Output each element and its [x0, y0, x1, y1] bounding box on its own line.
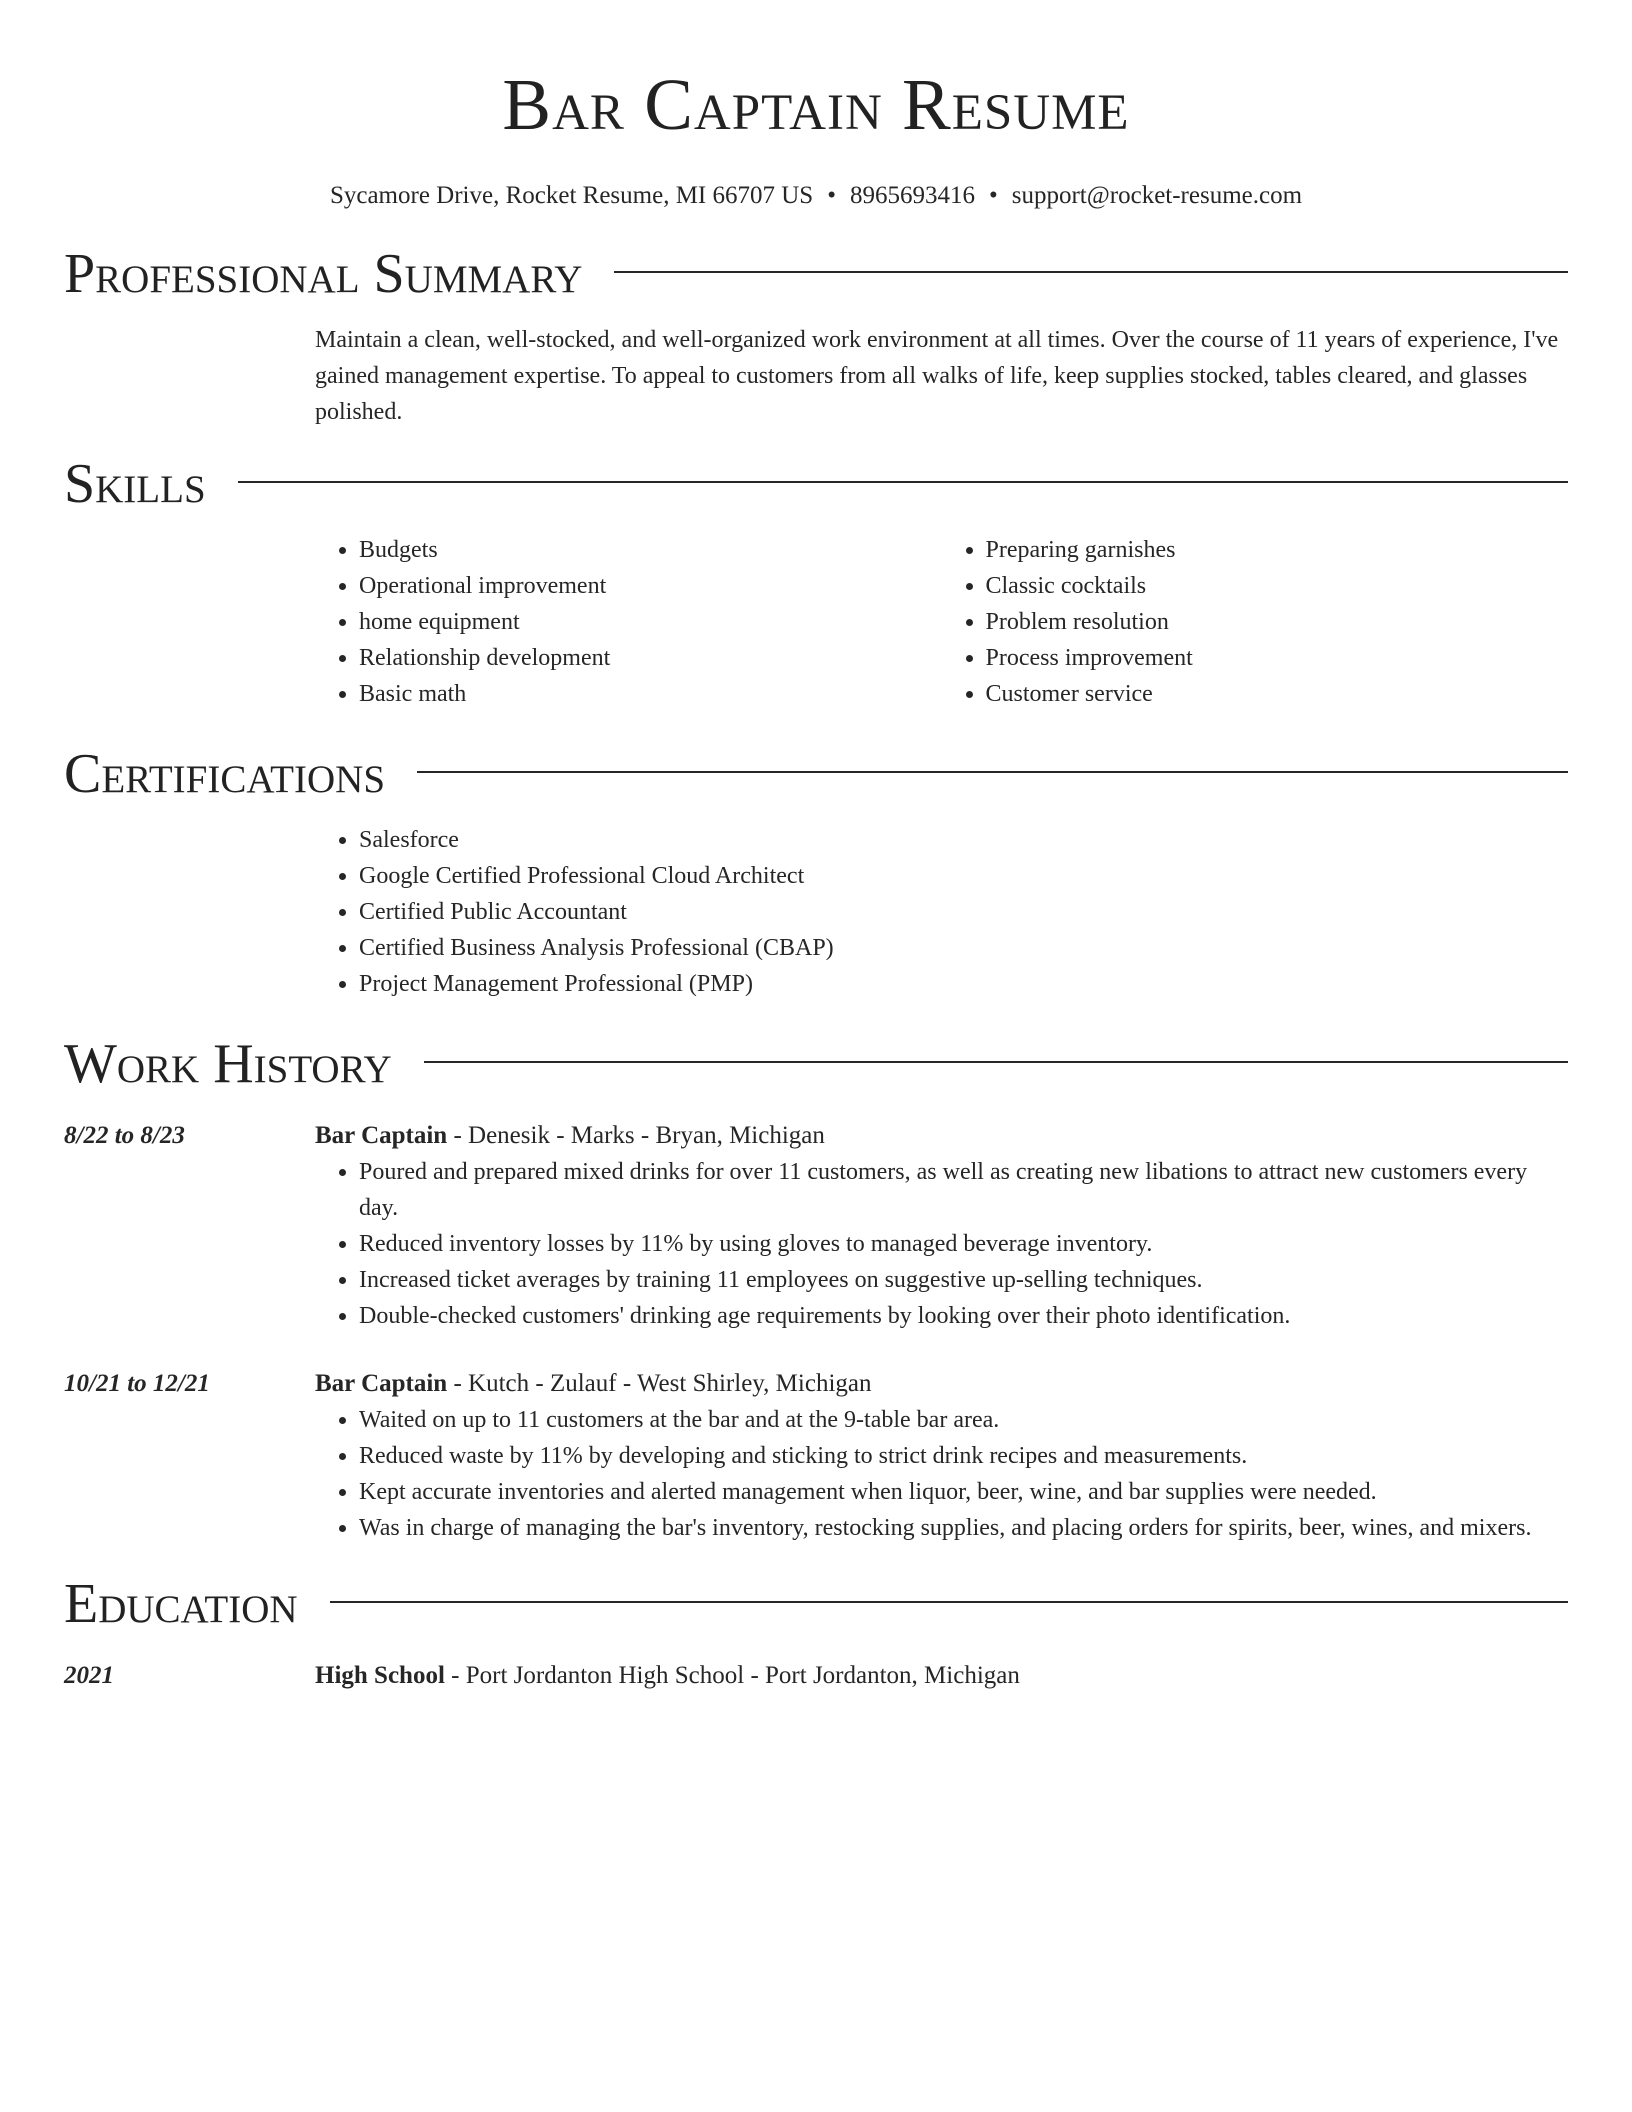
certifications-body — [315, 822, 1568, 1002]
section-divider — [424, 1061, 1568, 1063]
education-details: - Port Jordanton High School - Port Jordanton, Michigan — [444, 1662, 1020, 1689]
section-divider — [238, 481, 1568, 483]
skill-item: • Relationship development — [359, 640, 942, 676]
section-header-education — [64, 1570, 1568, 1638]
section-header-skills — [64, 450, 1568, 518]
skill-item: • Customer service — [986, 676, 1569, 712]
job-bullet: • Was in charge of managing the bar's inventory, restocking supplies, and placing orders for spirits, beer, wines, and mixers. — [359, 1510, 1568, 1546]
job-bullets — [315, 1402, 1568, 1546]
job-bullet: • Poured and prepared mixed drinks for over 11 customers, as well as creating new libations to attract new customers every day. — [359, 1154, 1568, 1226]
skills-list-right — [942, 532, 1569, 712]
contact-separator: • — [827, 182, 836, 209]
skills-body — [315, 532, 1568, 712]
job-dates: 10/21 to 12/21 — [64, 1370, 210, 1397]
job-bullet: • Reduced inventory losses by 11% by using gloves to managed beverage inventory. — [359, 1226, 1568, 1262]
job-title-line — [315, 1366, 1568, 1402]
section-divider — [330, 1601, 1568, 1603]
section-heading-education: Education — [64, 1573, 298, 1635]
job-bullet: • Kept accurate inventories and alerted management when liquor, beer, wine, and bar supplies were needed. — [359, 1474, 1568, 1510]
section-heading-skills: Skills — [64, 453, 206, 515]
certification-item: • Salesforce — [359, 822, 1568, 858]
contact-line — [64, 180, 1568, 212]
section-heading-summary: Professional Summary — [64, 243, 583, 305]
summary-body — [315, 322, 1568, 430]
certifications-list — [315, 822, 1568, 1002]
skill-item: • home equipment — [359, 604, 942, 640]
certification-item: • Certified Public Accountant — [359, 894, 1568, 930]
skill-item: • Preparing garnishes — [986, 532, 1569, 568]
section-header-certifications — [64, 740, 1568, 808]
contact-address: Sycamore Drive, Rocket Resume, MI 66707 US — [329, 182, 814, 209]
resume-title: Bar Captain Resume — [502, 64, 1130, 145]
job-main — [315, 1118, 1568, 1334]
contact-separator: • — [988, 182, 998, 209]
job-bullet: • Increased ticket averages by training 11 employees on suggestive up-selling techniques. — [359, 1262, 1568, 1298]
education-degree: High School — [315, 1662, 445, 1689]
job-role: Bar Captain — [315, 1122, 448, 1149]
certification-item: • Project Management Professional (PMP) — [359, 966, 1568, 1002]
education-year: 2021 — [64, 1662, 114, 1689]
job-bullet: • Reduced waste by 11% by developing and sticking to strict drink recipes and measurements. — [359, 1438, 1568, 1474]
job-details: - Kutch - Zulauf - West Shirley, Michigan — [447, 1370, 872, 1397]
skill-item: • Basic math — [359, 676, 942, 712]
section-header-summary — [64, 240, 1568, 308]
skills-list-left — [315, 532, 942, 712]
job-bullet: • Waited on up to 11 customers at the bar and at the 9-table bar area. — [359, 1402, 1568, 1438]
summary-text: Maintain a clean, well-stocked, and well-organized work environment at all times. Over the course of 11 years of experience, I've gained management expertise. To appeal to customers from all walks of life, keep supplies stocked, tables cleared, and glasses polished. — [315, 327, 1559, 425]
job-entry — [64, 1366, 1568, 1546]
certification-item: • Google Certified Professional Cloud Architect — [359, 858, 1568, 894]
job-details: - Denesik - Marks - Bryan, Michigan — [447, 1122, 825, 1149]
job-role: Bar Captain — [315, 1370, 448, 1397]
job-main — [315, 1366, 1568, 1546]
skill-item: • Classic cocktails — [986, 568, 1569, 604]
skill-item: • Problem resolution — [986, 604, 1569, 640]
section-heading-work: Work History — [64, 1033, 392, 1095]
education-entry — [64, 1658, 1568, 1694]
job-title-line — [315, 1118, 1568, 1154]
job-bullet: • Double-checked customers' drinking age requirements by looking over their photo identification. — [359, 1298, 1568, 1334]
section-divider — [417, 771, 1568, 773]
job-dates: 8/22 to 8/23 — [64, 1122, 185, 1149]
section-divider — [614, 271, 1568, 273]
section-header-work — [64, 1030, 1568, 1098]
education-main — [315, 1658, 1568, 1694]
contact-phone: 8965693416 — [849, 182, 975, 209]
contact-email: support@rocket-resume.com — [1011, 182, 1303, 209]
job-entry — [64, 1118, 1568, 1334]
skill-item: • Process improvement — [986, 640, 1569, 676]
skill-item: • Budgets — [359, 532, 942, 568]
section-heading-certifications: Certifications — [64, 743, 386, 805]
education-title-line — [315, 1658, 1568, 1694]
job-bullets — [315, 1154, 1568, 1334]
certification-item: • Certified Business Analysis Professional (CBAP) — [359, 930, 1568, 966]
skill-item: • Operational improvement — [359, 568, 942, 604]
